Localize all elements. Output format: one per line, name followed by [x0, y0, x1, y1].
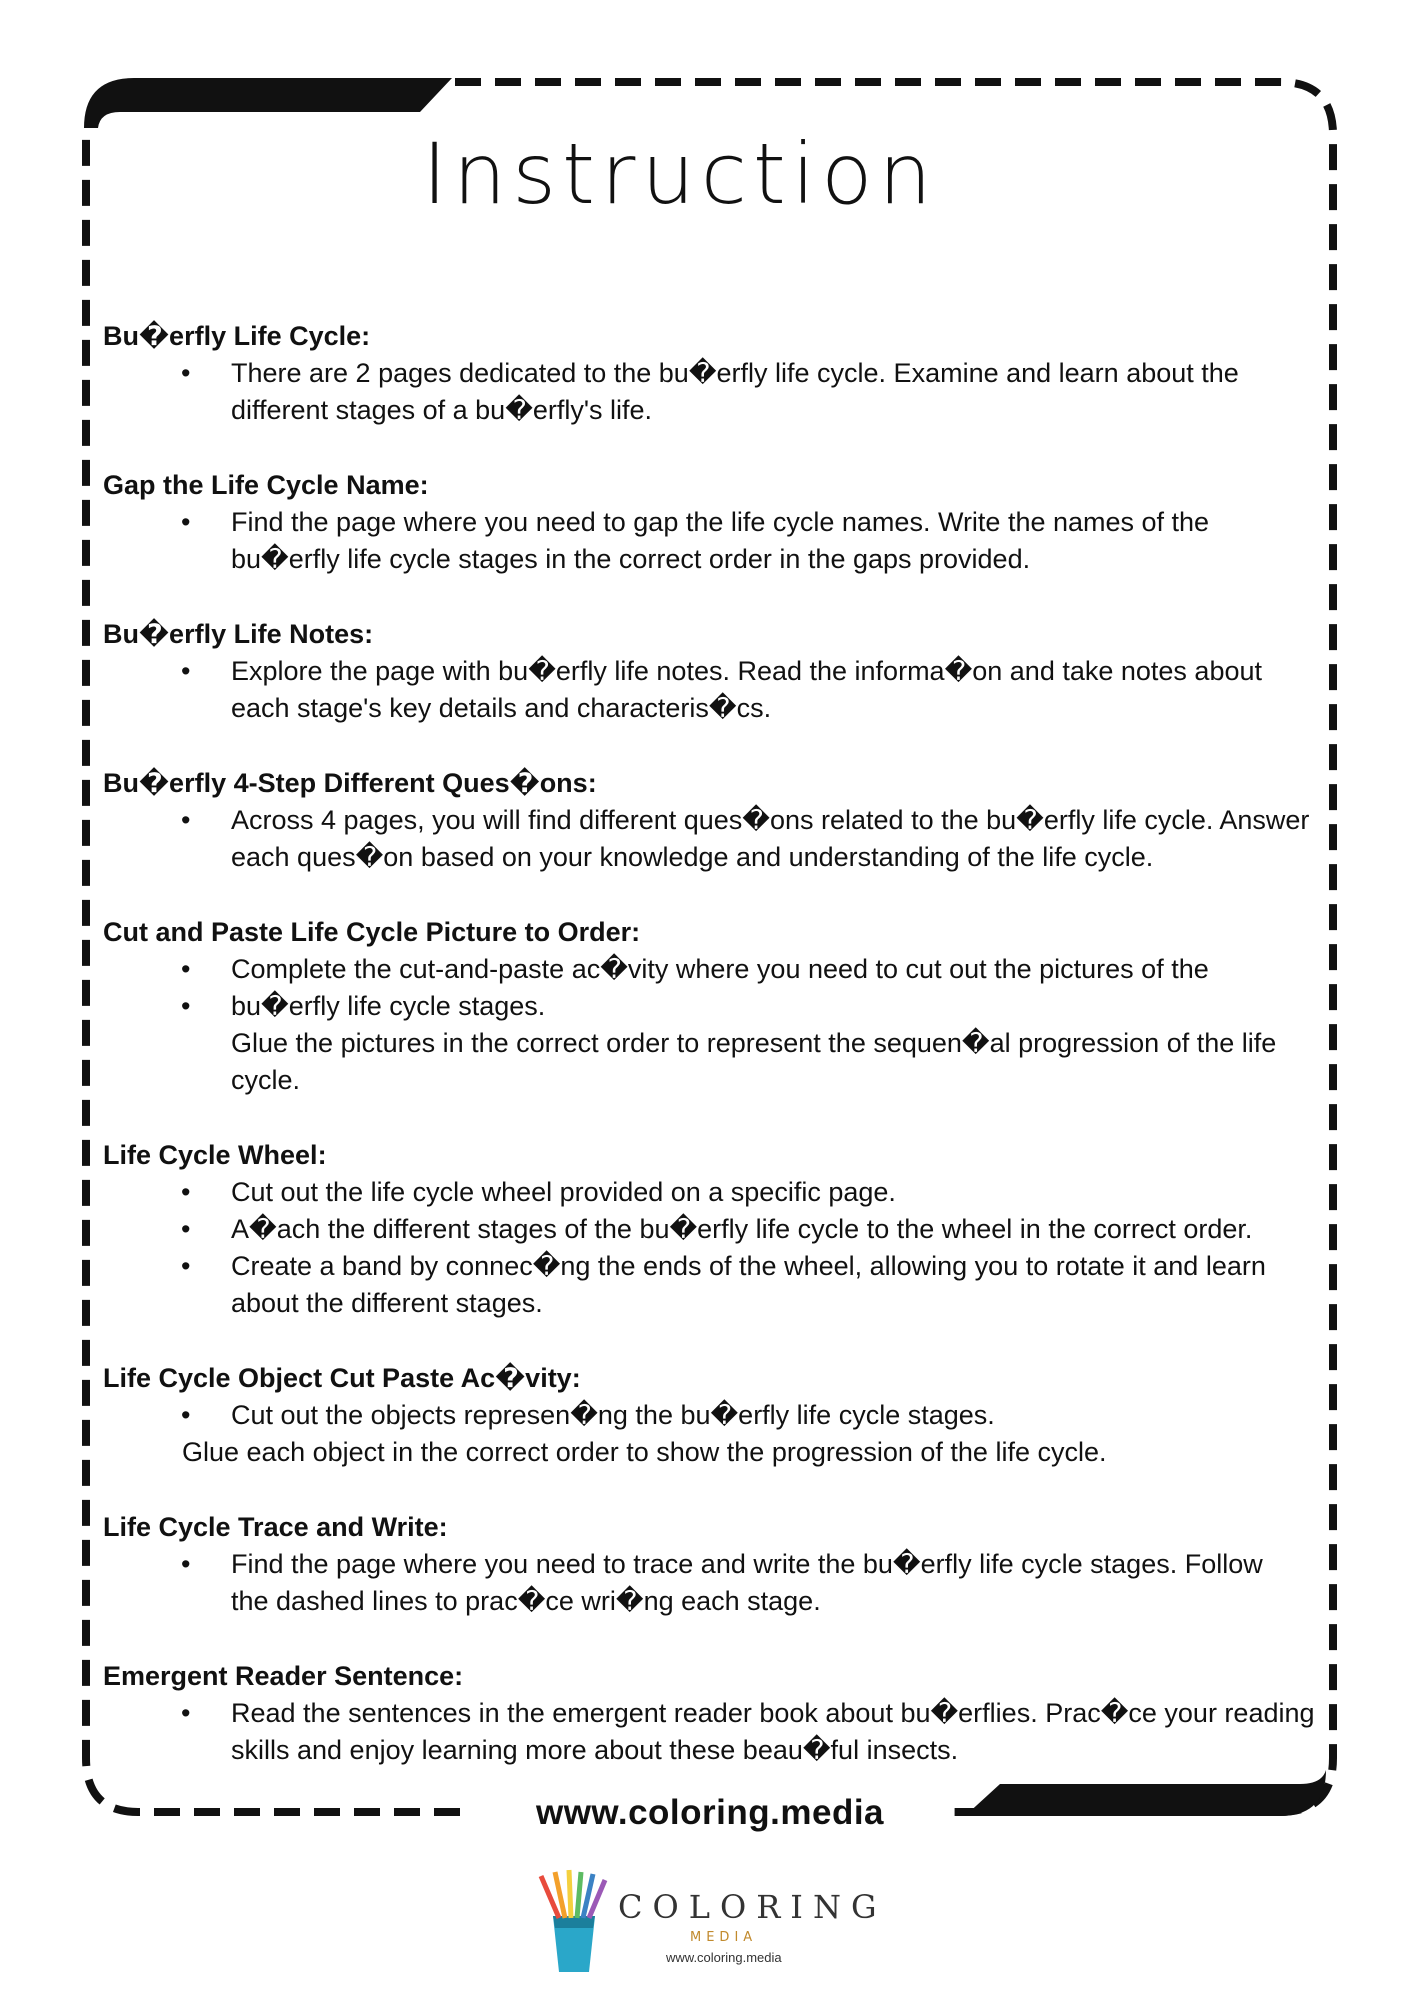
section-heading: Life Cycle Trace and Write:	[103, 1512, 448, 1542]
bullet-text: Create a band by connec�ng the ends of the wheel, allowing you to rotate it and learn	[231, 1251, 1266, 1281]
bullet-icon: •	[181, 1214, 191, 1244]
list-item	[103, 1695, 1325, 1769]
instruction-section	[103, 467, 1325, 578]
bullet-text: each ques�on based on your knowledge and understanding of the life cycle.	[231, 842, 1154, 872]
bullet-icon: •	[181, 1177, 191, 1207]
list-item	[103, 355, 1325, 429]
instruction-section	[103, 765, 1325, 876]
section-heading: Emergent Reader Sentence:	[103, 1661, 464, 1691]
list-item	[103, 1174, 1325, 1211]
continuation-text: Glue the pictures in the correct order to represent the sequen�al progression of the life	[231, 1028, 1277, 1058]
bullet-list	[103, 1397, 1325, 1434]
bullet-icon: •	[181, 991, 191, 1021]
frame-bottom-tab	[965, 1770, 1326, 1816]
bullet-list	[103, 1546, 1325, 1620]
bullet-list	[103, 504, 1325, 578]
list-item	[103, 1546, 1325, 1620]
bullet-text: bu�erfly life cycle stages in the correct order in the gaps provided.	[231, 544, 1031, 574]
bullet-icon: •	[181, 1698, 191, 1728]
bullet-list	[103, 653, 1325, 727]
bullet-text: the dashed lines to prac�ce wri�ng each stage.	[231, 1586, 821, 1616]
bullet-icon: •	[181, 358, 191, 388]
bullet-icon: •	[181, 507, 191, 537]
bullet-list	[103, 1695, 1325, 1769]
instruction-section	[103, 318, 1325, 429]
bullet-list	[103, 802, 1325, 876]
instruction-section	[103, 1658, 1325, 1769]
list-item	[103, 1248, 1325, 1322]
list-item	[103, 1211, 1325, 1248]
bullet-text: skills and enjoy learning more about these beau�ful insects.	[231, 1735, 959, 1765]
footer-url: www.coloring.media	[470, 1793, 950, 1833]
bullet-icon: •	[181, 1251, 191, 1281]
list-item	[103, 1397, 1325, 1434]
bullet-text: Find the page where you need to trace and write the bu�erfly life cycle stages. Follow	[231, 1549, 1263, 1579]
instruction-section	[103, 914, 1325, 1099]
continuation-text: cycle.	[231, 1065, 301, 1095]
section-heading: Life Cycle Object Cut Paste Ac�vity:	[103, 1363, 581, 1393]
bullet-text: Cut out the life cycle wheel provided on a specific page.	[231, 1177, 896, 1207]
bullet-text: Complete the cut-and-paste ac�vity where you need to cut out the pictures of the	[231, 954, 1209, 984]
bullet-text: Find the page where you need to gap the life cycle names. Write the names of the	[231, 507, 1210, 537]
bullet-text: Read the sentences in the emergent reader book about bu�erflies. Prac�ce your reading	[231, 1698, 1315, 1728]
bullet-icon: •	[181, 805, 191, 835]
section-heading: Bu�erfly Life Notes:	[103, 619, 374, 649]
instruction-section	[103, 1360, 1325, 1471]
brand-subtitle: MEDIA	[690, 1930, 758, 1945]
instruction-section	[103, 616, 1325, 727]
bullet-text: each stage's key details and characteris�cs.	[231, 693, 772, 723]
section-heading: Cut and Paste Life Cycle Picture to Order:	[103, 917, 641, 947]
instruction-section	[103, 1137, 1325, 1322]
section-heading: Gap the Life Cycle Name:	[103, 470, 429, 500]
bullet-icon: •	[181, 656, 191, 686]
list-item	[103, 988, 1325, 1025]
list-item	[103, 504, 1325, 578]
bullet-text: Across 4 pages, you will find different ques�ons related to the bu�erfly life cycle. Answer	[231, 805, 1310, 835]
bullet-icon: •	[181, 1400, 191, 1430]
instruction-list	[103, 318, 1325, 1765]
bullet-text: There are 2 pages dedicated to the bu�erfly life cycle. Examine and learn about the	[231, 358, 1239, 388]
section-heading: Bu�erfly 4-Step Different Ques�ons:	[103, 768, 597, 798]
bullet-text: about the different stages.	[231, 1288, 543, 1318]
bullet-list	[103, 951, 1325, 1025]
frame-top-tab	[84, 78, 452, 128]
section-heading: Life Cycle Wheel:	[103, 1140, 327, 1170]
page-title: Instruction	[422, 125, 938, 223]
brand-name: COLORING	[618, 1888, 887, 1926]
list-item	[103, 951, 1325, 988]
bullet-icon: •	[181, 1549, 191, 1579]
instruction-section	[103, 1509, 1325, 1620]
section-heading: Bu�erfly Life Cycle:	[103, 321, 371, 351]
bullet-text: different stages of a bu�erfly's life.	[231, 395, 653, 425]
bullet-text: A�ach the different stages of the bu�erfly life cycle to the wheel in the correct order.	[231, 1214, 1253, 1244]
bullet-icon: •	[181, 954, 191, 984]
bullet-text: Cut out the objects represen�ng the bu�erfly life cycle stages.	[231, 1400, 995, 1430]
bullet-text: bu�erfly life cycle stages.	[231, 991, 546, 1021]
bullet-text: Explore the page with bu�erfly life notes. Read the informa�on and take notes about	[231, 656, 1262, 686]
bullet-list	[103, 355, 1325, 429]
bullet-list	[103, 1174, 1325, 1322]
list-item	[103, 802, 1325, 876]
list-item	[103, 653, 1325, 727]
brand-url: www.coloring.media	[666, 1950, 782, 1965]
section-note: Glue each object in the correct order to show the progression of the life cycle.	[182, 1437, 1107, 1467]
